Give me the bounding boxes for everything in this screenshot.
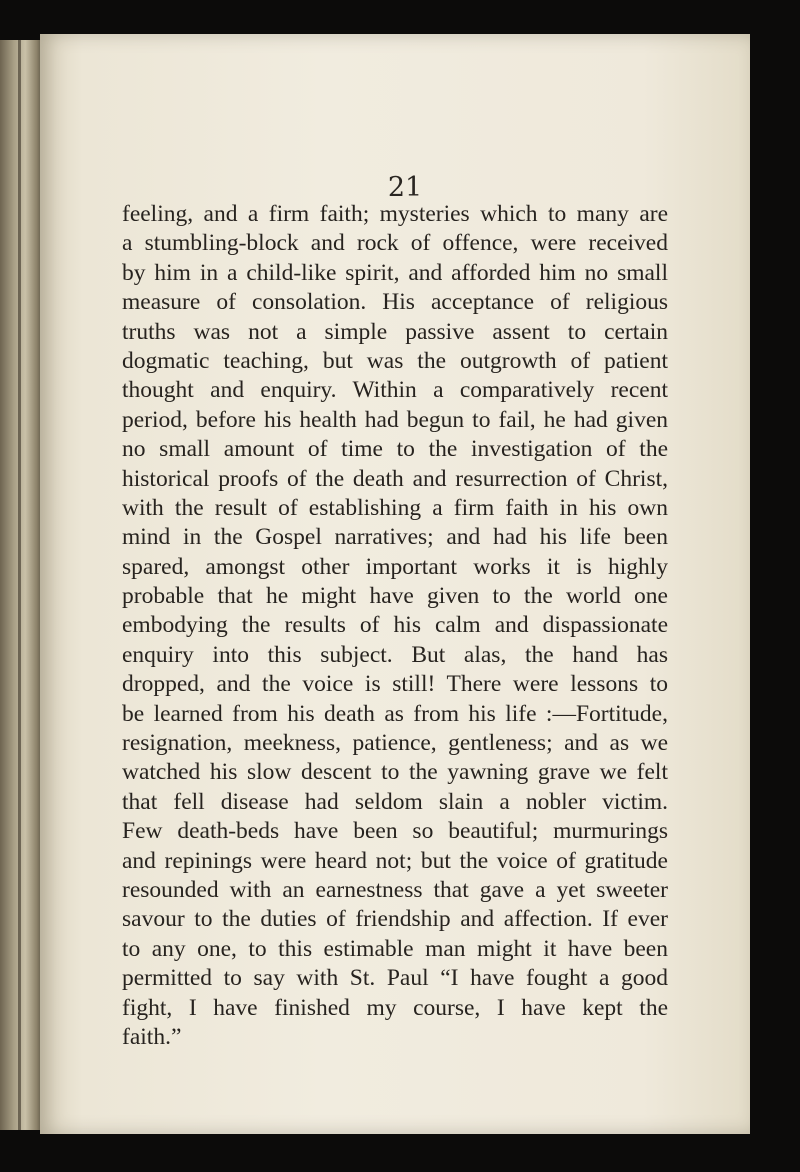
text-line: truths was not a simple passive assent to certain [122, 318, 668, 345]
text-line: with the result of establishing a firm faith in his own [122, 494, 668, 521]
text-line: mind in the Gospel narratives; and had his life been [122, 524, 668, 551]
text-line: embodying the results of his calm and dispassionate [122, 612, 668, 639]
text-line: historical proofs of the death and resurrection of Christ, [122, 465, 668, 492]
text-line: resignation, meekness, patience, gentleness; and as we [122, 730, 668, 757]
page-number: 21 [387, 172, 423, 203]
text-line: enquiry into this subject. But alas, the hand has [122, 641, 668, 668]
text-line: probable that he might have given to the world one [122, 583, 668, 610]
text-line: dogmatic teaching, but was the outgrowth of patient [122, 347, 668, 374]
book-page [40, 34, 750, 1134]
text-line: fight, I have finished my course, I have kept the [122, 994, 668, 1021]
text-line: faith.” [122, 1023, 182, 1050]
text-line: resounded with an earnestness that gave a yet sweeter [122, 876, 668, 903]
text-line: watched his slow descent to the yawning grave we felt [122, 759, 668, 786]
text-line: and repinings were heard not; but the voice of gratitude [122, 847, 668, 874]
text-line: feeling, and a firm faith; mysteries which to many are [122, 201, 668, 227]
text-line: period, before his health had begun to fail, he had given [122, 406, 668, 433]
text-line: to any one, to this estimable man might it have been [122, 935, 668, 962]
text-line: be learned from his death as from his life :—Fortitude, [122, 700, 668, 727]
body-text [122, 200, 668, 1052]
text-line: measure of consolation. His acceptance of religious [122, 289, 668, 316]
text-line: spared, amongst other important works it is highly [122, 553, 668, 580]
text-line: permitted to say with St. Paul “I have fought a good [122, 965, 668, 992]
text-line: by him in a child-like spirit, and afforded him no small [122, 259, 668, 286]
text-line: Few death-beds have been so beautiful; murmurings [122, 818, 668, 845]
text-line: dropped, and the voice is still! There were lessons to [122, 671, 668, 698]
text-line: thought and enquiry. Within a comparatively recent [122, 377, 668, 404]
text-line: savour to the duties of friendship and affection. If ever [122, 906, 668, 933]
text-line: a stumbling-block and rock of offence, were received [122, 230, 668, 257]
text-line: no small amount of time to the investigation of the [122, 436, 668, 463]
text-line: that fell disease had seldom slain a nobler victim. [122, 788, 668, 815]
